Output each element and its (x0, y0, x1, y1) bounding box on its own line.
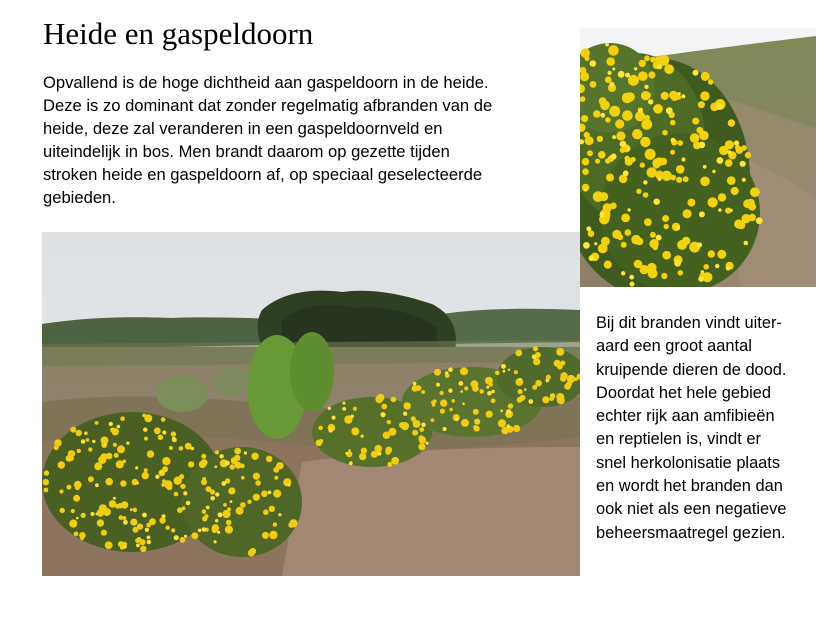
side-line: beheersmaatregel gezien. (596, 523, 786, 542)
side-line: snel herkolonisatie plaats (596, 453, 781, 472)
intro-line: uiteindelijk in bos. Men brandt daarom op gezette tijden (43, 142, 450, 161)
gorse-closeup-photo (580, 28, 816, 287)
page-title: Heide en gaspeldoorn (43, 16, 314, 51)
heathland-landscape-photo (42, 232, 580, 576)
side-paragraph (596, 312, 836, 545)
side-line: en wordt het branden dan (596, 477, 783, 496)
intro-line: heide, deze zal veranderen in een gaspeldoornveld en (43, 119, 443, 138)
intro-line: stroken heide en gaspeldoorn af, op speciaal geselecteerde (43, 165, 483, 184)
side-line: kruipende dieren de dood. (596, 360, 787, 379)
side-line: echter rijk aan amfibieën (596, 407, 775, 426)
side-line: Doordat het hele gebied (596, 383, 771, 402)
side-line: aard een groot aantal (596, 337, 752, 356)
intro-line: Opvallend is de hoge dichtheid aan gaspeldoorn in de heide. (43, 73, 489, 92)
intro-paragraph (43, 71, 573, 209)
intro-line: gebieden. (43, 188, 116, 207)
side-line: Bij dit branden vindt uiter- (596, 314, 782, 332)
side-line: en reptielen is, vindt er (596, 430, 761, 449)
intro-line: Deze is zo dominant dat zonder regelmatig afbranden van de (43, 96, 493, 115)
side-line: ook niet als een negatieve (596, 500, 787, 519)
